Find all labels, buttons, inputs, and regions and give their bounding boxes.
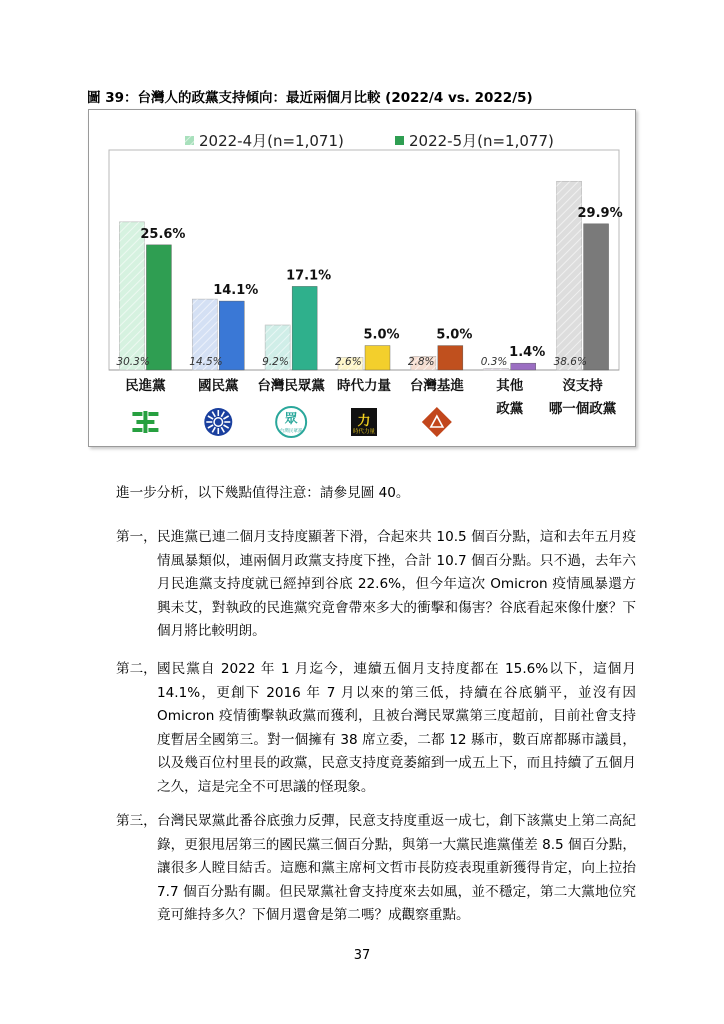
bar-april-hatch-1 [119,222,144,370]
dpp-logo-part-6 [136,420,154,424]
label-may-7: 29.9% [577,205,623,221]
label-may-2: 14.1% [213,283,259,299]
label-april-2: 14.5% [189,356,223,368]
point-2-label: 第二， [116,661,157,677]
bar-may-7 [584,224,609,370]
category-label-2: 國民黨 [198,378,239,394]
label-may-4: 5.0% [363,327,400,343]
label-may-1: 25.6% [140,226,186,242]
dpp-logo-part-4 [148,412,158,416]
bar-april-hatch-6 [484,369,509,370]
figure-title: 圖 39：台灣人的政黨支持傾向：最近兩個月比較 (2022/4 vs. 2022/5) [87,90,533,106]
label-may-6: 1.4% [509,345,546,361]
point-2-text: 國民黨自 2022 年 1 月迄今，連續五個月支持度都在 15.6%以下，這個月 14.1%，更創下 2016 年 7 月以來的第三低，持續在谷底躺平，並沒有因 Omicron 疫情衝擊執政黨而獲利，且被台灣民眾黨第三度超前，目前社會支持度暫居全國第三。對一個擁有 38 席立委，二都 12 縣市，數百席都縣市議員，以及幾百位村里長的政黨，民意支持度竟萎縮到一成五上下，而且持續了五個月之久，這是完全不可思議的怪現象。 [157,661,636,795]
category-label-6-line-2: 政黨 [496,401,524,417]
label-may-5: 5.0% [436,327,473,343]
dpp-logo-part-5 [148,428,158,432]
label-april-4: 2.6% [335,356,362,368]
npp-logo-mark: 力 [357,414,371,429]
label-april-3: 9.2% [262,356,289,368]
dpp-logo-part-2 [132,428,142,432]
category-label-3: 台灣民眾黨 [257,378,325,394]
category-label-6-line-1: 其他 [496,378,524,394]
legend-label-may: 2022-5月(n=1,077) [409,132,554,150]
label-april-5: 2.8% [407,356,435,368]
bar-may-2 [219,301,244,370]
bar-may-6 [511,363,536,370]
label-april-7: 38.6% [553,356,587,368]
bar-chart [89,110,635,446]
category-label-5: 台灣基進 [409,378,464,394]
point-1-label: 第一， [116,529,157,545]
kmt-logo-center [215,419,222,426]
tpp-logo-text: 台灣民眾黨 [279,429,303,434]
bar-may-5 [438,346,463,370]
point-3-text: 台灣民眾黨此番谷底強力反彈，民意支持度重返一成七，創下該黨史上第二高紀錄，更狠甩居第三的國民黨三個百分點，與第一大黨民進黨僅差 8.5 個百分點，讓很多人瞠目結舌。這應和黨主席柯文哲市長防疫表現重新獲得肯定，向上拉抬 7.7 個百分點有關。但民眾黨社會支持度來去如風，並不穩定，第二大黨地位究竟可維持多久？下個月還會是第二嗎？成觀察重點。 [157,813,636,924]
label-april-6: 0.3% [480,356,508,368]
npp-logo-text: 時代力量 [352,429,376,435]
point-2 [116,658,636,800]
category-label-1: 民進黨 [125,378,166,394]
category-label-7-line-1: 沒支持 [562,378,603,394]
label-may-3: 17.1% [286,268,332,284]
dpp-logo-part-1 [132,412,142,416]
point-3-label: 第三， [116,813,157,829]
point-3 [116,810,636,928]
intro-paragraph: 進一步分析，以下幾點值得注意：請參見圖 40。 [116,485,410,501]
point-1-text: 民進黨已連二個月支持度顯著下滑，合起來共 10.5 個百分點，這和去年五月疫情風暴類似，連兩個月政黨支持度下挫，合計 10.7 個百分點。只不過，去年六月民進黨支持度就已經掉到谷底 22.6%，但今年這次 Omicron 疫情風暴還方興未艾，對執政的民進黨究竟會帶來多大的衝擊和傷害？谷底看起來像什麼？下個月將比較明朗。 [157,529,636,640]
bar-may-3 [292,286,317,370]
point-1 [116,526,636,644]
page-number: 37 [353,948,371,963]
legend-label-april: 2022-4月(n=1,071) [199,132,344,150]
bar-may-4 [365,346,390,370]
label-april-1: 30.3% [116,356,150,368]
category-label-4: 時代力量 [337,378,391,394]
bar-may-1 [146,245,171,370]
tsp-logo-diamond [422,407,452,437]
category-label-7-line-2: 哪一個政黨 [548,401,617,417]
chart-frame [88,109,636,447]
legend-swatch-may [395,136,404,145]
legend-swatch-april-hatch [185,136,194,145]
tpp-logo-mark: 眾 [284,412,298,427]
